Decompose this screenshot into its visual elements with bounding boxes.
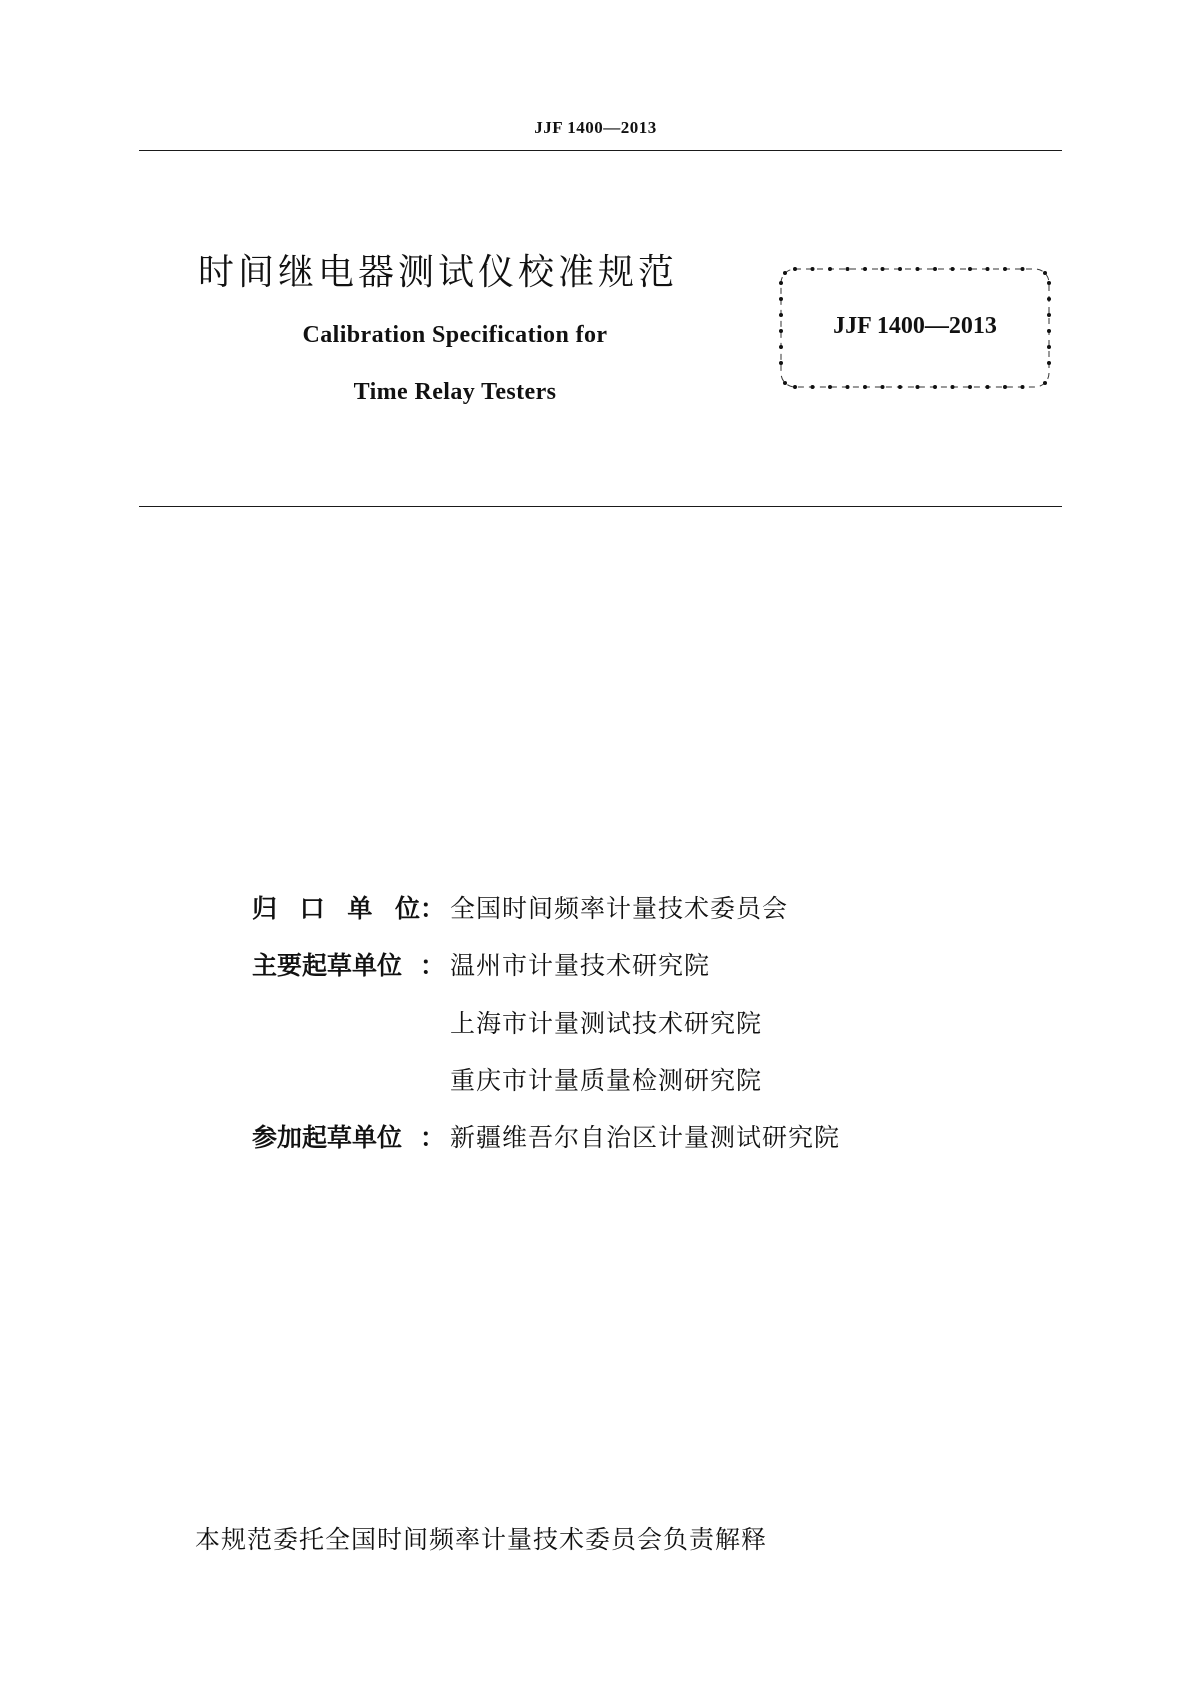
title-chinese: 时间继电器测试仪校准规范 [198, 252, 679, 293]
border-dot [1021, 267, 1025, 271]
border-dot [933, 385, 937, 389]
header-rule [139, 150, 1062, 151]
border-dot [951, 267, 955, 271]
border-dot [933, 267, 937, 271]
label-char: 位 [394, 894, 420, 923]
border-dot [793, 385, 797, 389]
border-dot [1003, 385, 1007, 389]
border-dot [916, 267, 920, 271]
border-dot [951, 385, 955, 389]
border-dot [898, 385, 902, 389]
border-dot [779, 297, 783, 301]
border-dot [1047, 281, 1051, 285]
main-drafting-unit: 重庆市计量质量检测研究院 [450, 1066, 763, 1095]
border-dot [968, 385, 972, 389]
border-dot [968, 267, 972, 271]
border-dot [779, 281, 783, 285]
border-dot [986, 385, 990, 389]
border-dot [898, 267, 902, 271]
border-dot [783, 271, 787, 275]
border-dot [1047, 345, 1051, 349]
border-dot [1047, 361, 1051, 365]
border-dot [986, 267, 990, 271]
label-char: 单 [347, 894, 373, 923]
label-char: 归 [252, 894, 278, 923]
interpretation-note: 本规范委托全国时间频率计量技术委员会负责解释 [195, 1525, 768, 1554]
border-dot [881, 267, 885, 271]
border-dot [846, 385, 850, 389]
main-drafting-unit: 上海市计量测试技术研究院 [450, 1009, 763, 1038]
participating-drafting-label: 参加起草单位 [252, 1123, 403, 1152]
border-dot [793, 267, 797, 271]
border-dot [783, 381, 787, 385]
border-dot [846, 267, 850, 271]
title-english-line-1: Calibration Specification for [302, 322, 608, 348]
border-dot [779, 345, 783, 349]
participating-drafting-unit: 新疆维吾尔自治区计量测试研究院 [450, 1123, 841, 1152]
border-dot [811, 267, 815, 271]
border-dot [1043, 271, 1047, 275]
title-rule [139, 506, 1062, 507]
specification-code: JJF 1400—2013 [833, 313, 997, 339]
responsible-unit: 全国时间频率计量技术委员会 [450, 894, 789, 923]
border-dot [863, 267, 867, 271]
responsible-unit-label-chars [252, 889, 420, 925]
border-dot [828, 385, 832, 389]
running-header-code: JJF 1400—2013 [534, 118, 657, 137]
main-drafting-label: 主要起草单位 [252, 951, 403, 980]
border-dot [881, 385, 885, 389]
main-drafting-unit: 温州市计量技术研究院 [450, 951, 711, 980]
border-dot [811, 385, 815, 389]
border-dot [863, 385, 867, 389]
border-dot [779, 361, 783, 365]
label-colon: ： [420, 951, 446, 980]
border-dot [1021, 385, 1025, 389]
label-colon: ： [420, 1123, 446, 1152]
label-char: 口 [299, 894, 325, 923]
title-english-line-2: Time Relay Testers [353, 379, 557, 405]
label-colon: ： [420, 894, 446, 923]
border-dot [1043, 381, 1047, 385]
border-dot [828, 267, 832, 271]
border-dot [916, 385, 920, 389]
specification-code-box [775, 263, 1055, 393]
border-dot [1047, 297, 1051, 301]
responsible-unit-label [252, 889, 420, 925]
border-dot [1003, 267, 1007, 271]
